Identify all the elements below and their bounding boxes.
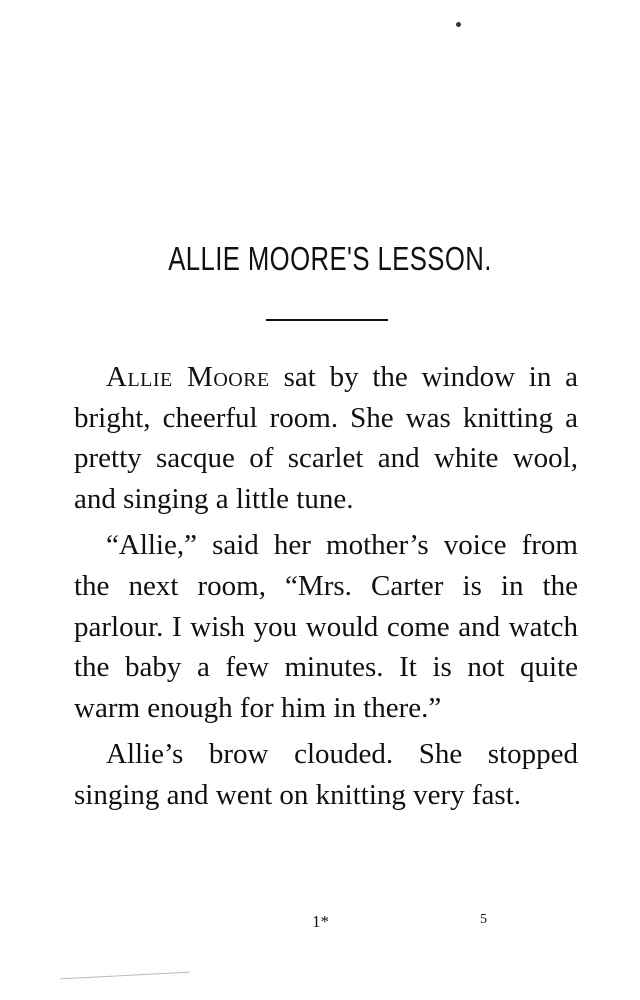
- edge-smudge: [60, 972, 190, 980]
- smallcaps-lead: Allie Moore: [106, 361, 270, 393]
- paragraph-3: [74, 734, 578, 815]
- paragraph-text: “Allie,” said her mother’s voice from the next room, “Mrs. Carter is in the parlour. I wish you would come and watch the baby a few minutes. It is not quite warm enough for him in there.”: [74, 529, 578, 724]
- paragraph-text: Allie’s brow clouded. She stopped singing and went on knitting very fast.: [74, 738, 578, 811]
- chapter-title: ALLIE MOORE'S LESSON.: [168, 240, 492, 277]
- paragraph-text: sat by the window in a bright, cheerful room. She was knitting a pretty sacque of scarlet and white wool, and singing a little tune.: [74, 361, 579, 515]
- paragraph-1: [74, 357, 578, 519]
- body-text: [74, 357, 578, 816]
- signature-mark: 1*: [312, 912, 329, 931]
- ink-speck: [455, 21, 462, 28]
- page-number: 5: [480, 912, 487, 927]
- title-rule: [266, 319, 388, 321]
- paragraph-2: [74, 525, 578, 728]
